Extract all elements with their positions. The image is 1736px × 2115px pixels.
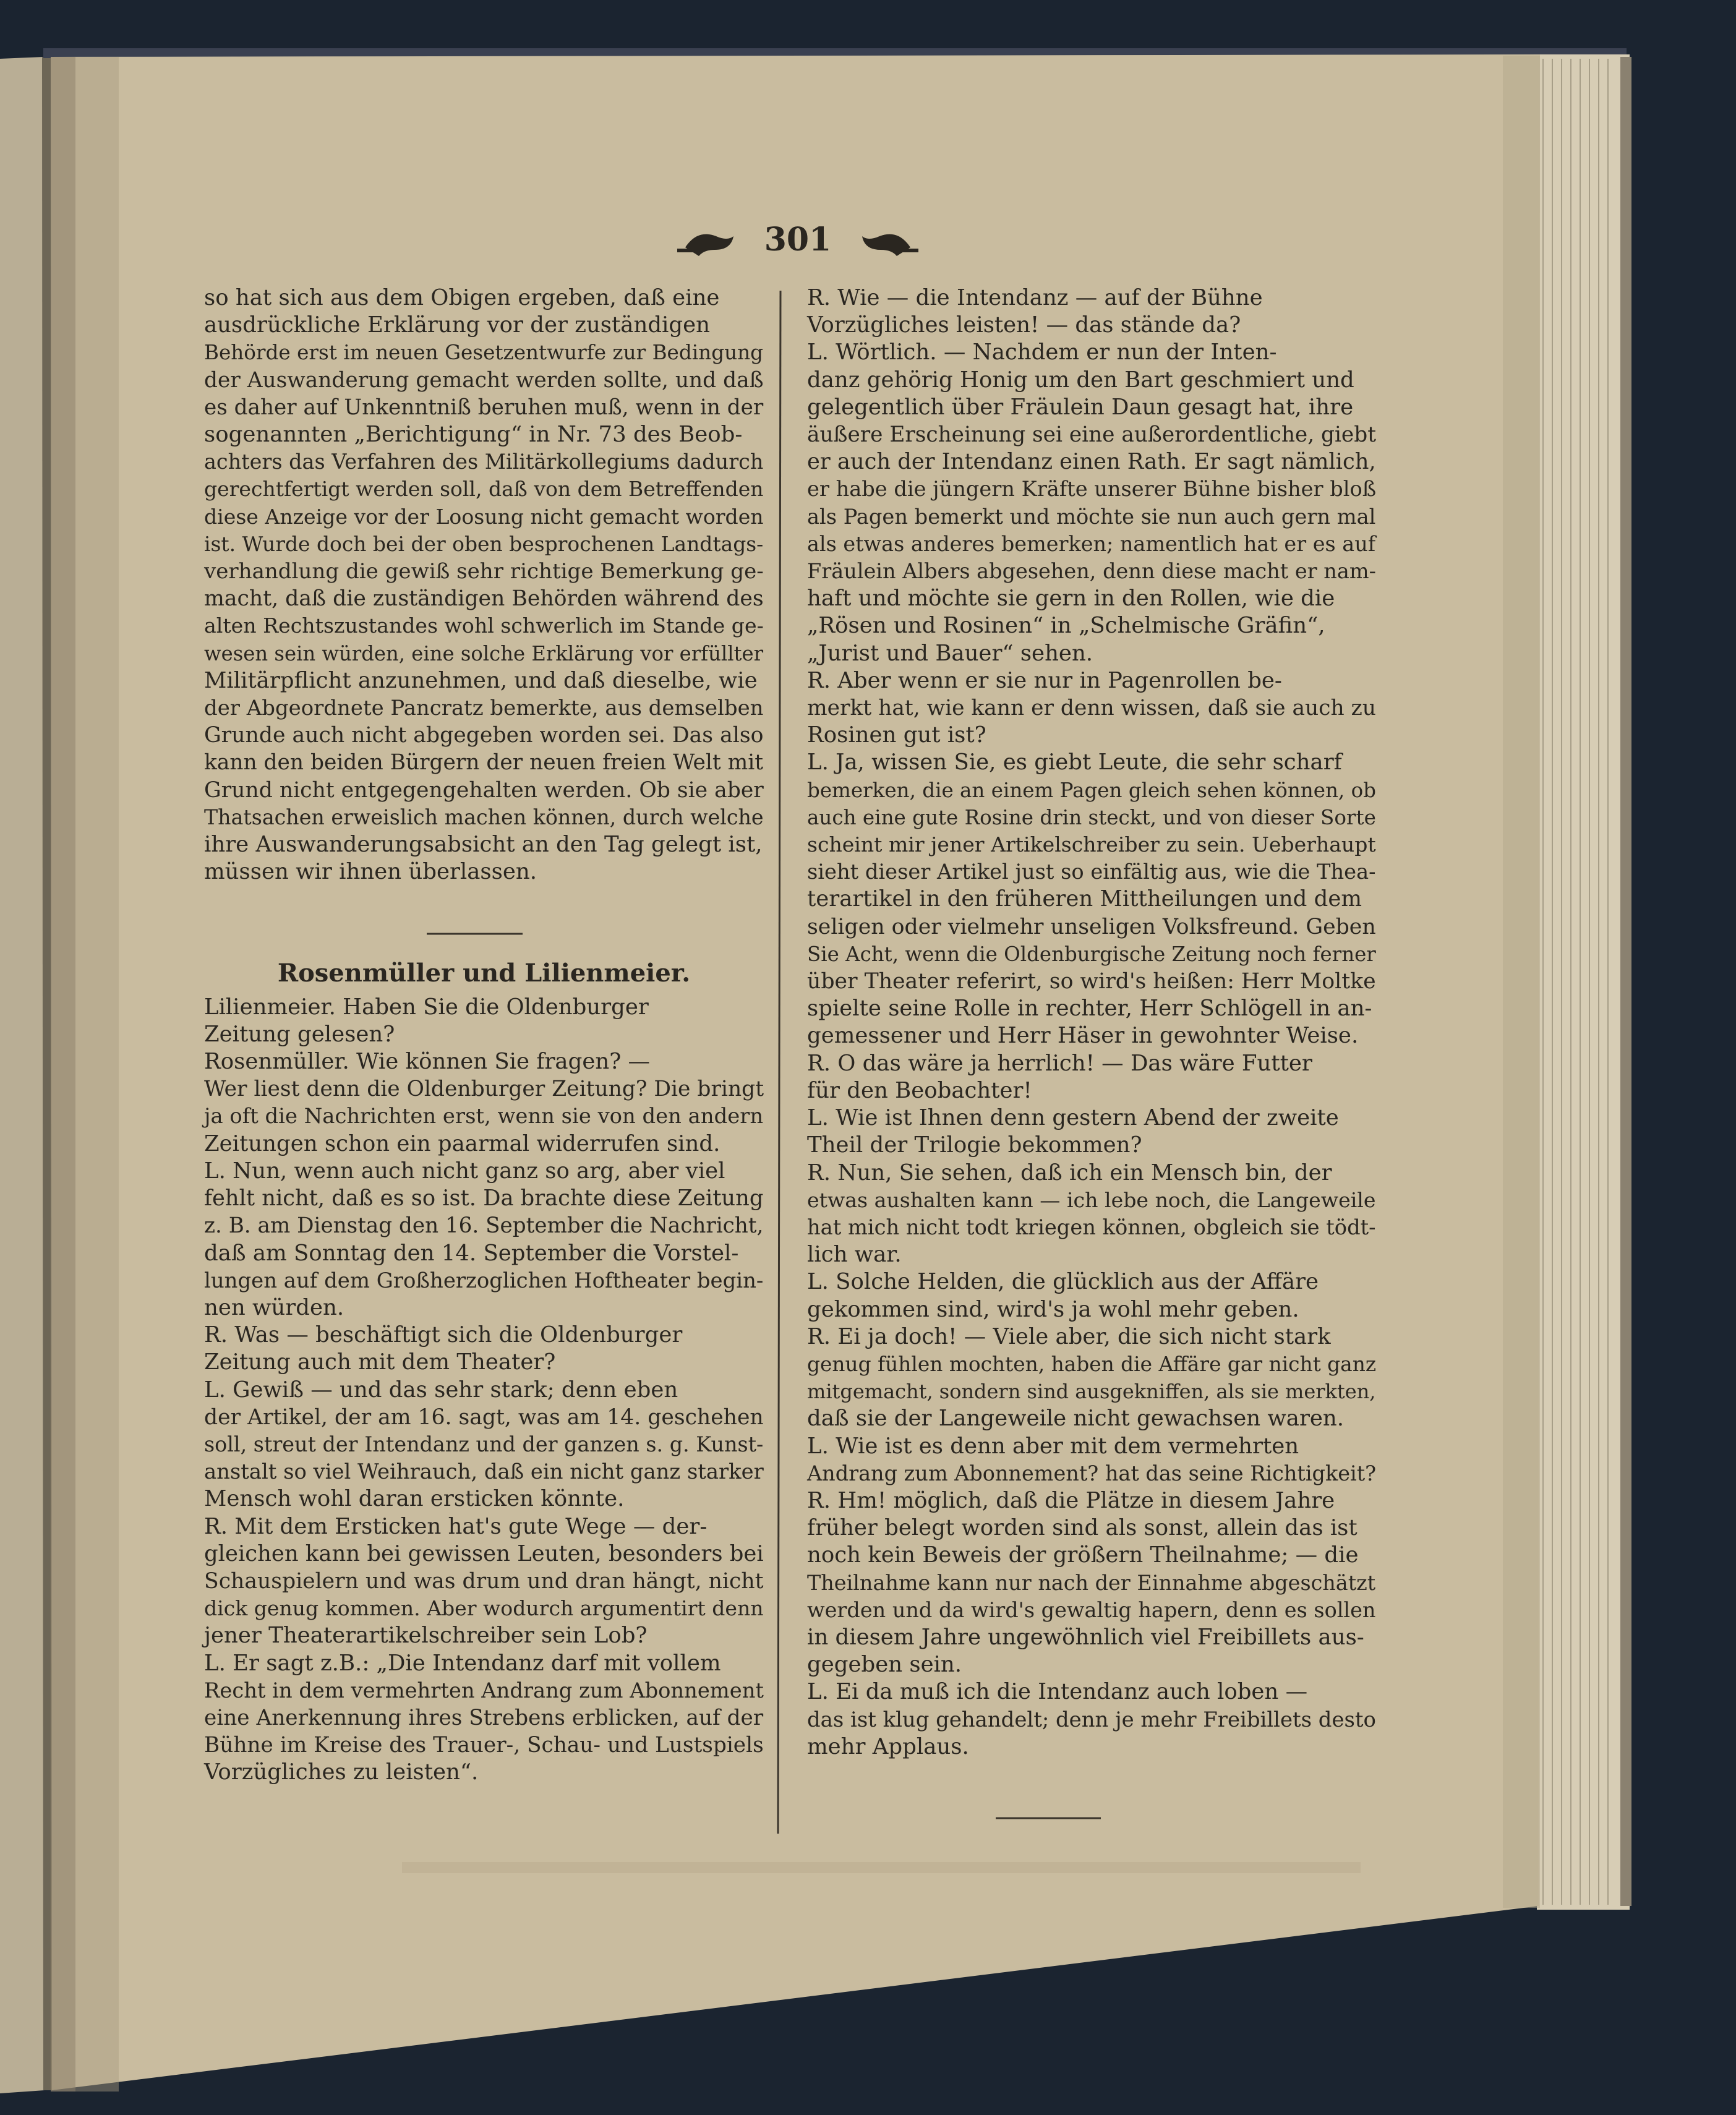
heading-spacer xyxy=(204,988,764,994)
text-line: genug fühlen mochten, haben die Affäre gar nicht ganz xyxy=(807,1352,1377,1376)
text-line: L. Wie ist es denn aber mit dem vermehrten xyxy=(807,1433,1299,1459)
text-line: Andrang zum Abonnement? hat das seine Richtigkeit? xyxy=(807,1461,1377,1485)
text-line: Theil der Trilogie bekommen? xyxy=(807,1132,1142,1158)
text-line: scheint mir jener Artikelschreiber zu sein. Ueberhaupt xyxy=(807,832,1376,857)
text-line: alten Rechtszustandes wohl schwerlich im Stande ge- xyxy=(204,613,764,638)
text-line: „Jurist und Bauer“ sehen. xyxy=(807,640,1093,666)
text-line: macht, daß die zuständigen Behörden während des xyxy=(204,586,764,612)
text-line: noch kein Beweis der größern Theilnahme; — die xyxy=(807,1542,1359,1568)
text-line: eine Anerkennung ihres Strebens erblicken, auf der xyxy=(204,1705,764,1730)
text-line: z. B. am Dienstag den 16. September die Nachricht, xyxy=(204,1213,764,1239)
text-line: äußere Erscheinung sei eine außerordentliche, giebt xyxy=(807,422,1376,448)
text-line: anstalt so viel Weihrauch, daß ein nicht ganz starker xyxy=(204,1459,764,1484)
text-line: dick genug kommen. Aber wodurch argumentirt denn xyxy=(204,1596,764,1621)
text-line: gelegentlich über Fräulein Daun gesagt hat, ihre xyxy=(807,394,1354,420)
text-line: sieht dieser Artikel just so einfältig aus, wie die Thea- xyxy=(807,860,1376,884)
text-line: seligen oder vielmehr unseligen Volksfreund. Geben xyxy=(807,914,1376,939)
text-line: jener Theaterartikelschreiber sein Lob? xyxy=(204,1623,648,1649)
text-line: Sie Acht, wenn die Oldenburgische Zeitung noch ferner xyxy=(807,942,1376,966)
text-line: gekommen sind, wird's ja wohl mehr geben. xyxy=(807,1296,1299,1322)
text-line: Thatsachen erweislich machen können, durch welche xyxy=(204,805,764,829)
text-line: L. Wörtlich. — Nachdem er nun der Inten- xyxy=(807,340,1277,365)
text-line: R. Wie — die Intendanz — auf der Bühne xyxy=(807,285,1263,310)
section-spacer xyxy=(204,886,764,960)
text-line: L. Solche Helden, die glücklich aus der Affäre xyxy=(807,1269,1319,1295)
text-line: lich war. xyxy=(807,1242,902,1268)
text-line: Grunde auch nicht abgegeben worden sei. Das also xyxy=(204,723,764,748)
text-line: terartikel in den früheren Mittheilungen und dem xyxy=(807,886,1362,912)
text-line: L. Gewiß — und das sehr stark; denn eben xyxy=(204,1377,678,1403)
text-line: er auch der Intendanz einen Rath. Er sagt nämlich, xyxy=(807,449,1376,475)
text-line: über Theater referirt, so wird's heißen: Herr Moltke xyxy=(807,969,1376,994)
text-line: etwas aushalten kann — ich lebe noch, die Langeweile xyxy=(807,1187,1376,1212)
text-line: das ist klug gehandelt; denn je mehr Freibillets desto xyxy=(807,1707,1376,1732)
text-line: der Auswanderung gemacht werden sollte, und daß xyxy=(204,367,764,393)
text-line: L. Wie ist Ihnen denn gestern Abend der zweite xyxy=(807,1105,1339,1131)
left-column xyxy=(204,284,764,1787)
text-line: spielte seine Rolle in rechter, Herr Schlögell in an- xyxy=(807,996,1372,1022)
text-line: der Artikel, der am 16. sagt, was am 14. geschehen xyxy=(204,1404,764,1430)
text-line: L. Ja, wissen Sie, es giebt Leute, die sehr scharf xyxy=(807,750,1342,776)
text-line: Zeitung gelesen? xyxy=(204,1021,395,1047)
text-line: als Pagen bemerkt und möchte sie nun auch gern mal xyxy=(807,504,1376,529)
text-line: ist. Wurde doch bei der oben besprochenen Landtags- xyxy=(204,531,764,556)
text-line: Zeitungen schon ein paarmal widerrufen sind. xyxy=(204,1130,720,1156)
article-heading: Rosenmüller und Lilienmeier. xyxy=(277,959,691,988)
text-line: Bühne im Kreise des Trauer-, Schau- und Lustspiels xyxy=(204,1733,764,1758)
text-line: er habe die jüngern Kräfte unserer Bühne bisher bloß xyxy=(807,477,1377,502)
text-line: gegeben sein. xyxy=(807,1652,962,1678)
text-line: L. Er sagt z.B.: „Die Intendanz darf mit vollem xyxy=(204,1650,721,1676)
text-line: Grund nicht entgegengehalten werden. Ob sie aber xyxy=(204,777,764,803)
text-line: R. Nun, Sie sehen, daß ich ein Mensch bin, der xyxy=(807,1160,1332,1186)
text-line: auch eine gute Rosine drin steckt, und von dieser Sorte xyxy=(807,805,1376,829)
text-line: hat mich nicht todt kriegen können, obgleich sie tödt- xyxy=(807,1215,1376,1239)
text-line: diese Anzeige vor der Loosung nicht gemacht worden xyxy=(204,504,764,529)
text-line: R. Mit dem Ersticken hat's gute Wege — der- xyxy=(204,1513,708,1539)
text-line: sogenannten „Berichtigung“ in Nr. 73 des Beob- xyxy=(204,422,743,448)
text-line: ihre Auswanderungsabsicht an den Tag gelegt ist, xyxy=(204,832,763,858)
text-line: der Abgeordnete Pancratz bemerkte, aus demselben xyxy=(204,696,764,720)
text-line: nen würden. xyxy=(204,1294,344,1320)
text-line: gemessener und Herr Häser in gewohnter Weise. xyxy=(807,1023,1359,1049)
text-line: L. Nun, wenn auch nicht ganz so arg, aber viel xyxy=(204,1158,725,1184)
page-number: 301 xyxy=(764,221,832,258)
text-line: gerechtfertigt werden soll, daß von dem Betreffenden xyxy=(204,477,764,502)
text-line: R. Aber wenn er sie nur in Pagenrollen be- xyxy=(807,667,1282,693)
text-line: als etwas anderes bemerken; namentlich hat er es auf xyxy=(807,531,1376,556)
text-line: soll, streut der Intendanz und der ganzen s. g. Kunst- xyxy=(204,1432,764,1456)
text-line: für den Beobachter! xyxy=(807,1077,1032,1103)
text-line: R. O das wäre ja herrlich! — Das wäre Futter xyxy=(807,1050,1312,1076)
text-line: bemerken, die an einem Pagen gleich sehen können, ob xyxy=(807,778,1376,802)
text-line: achters das Verfahren des Militärkollegiums dadurch xyxy=(204,450,764,474)
text-line: merkt hat, wie kann er denn wissen, daß sie auch zu xyxy=(807,696,1376,721)
text-line: R. Ei ja doch! — Viele aber, die sich nicht stark xyxy=(807,1323,1331,1349)
text-line: früher belegt worden sind als sonst, allein das ist xyxy=(807,1515,1358,1541)
text-line: danz gehörig Honig um den Bart geschmiert und xyxy=(807,367,1354,393)
text-line: Lilienmeier. Haben Sie die Oldenburger xyxy=(204,994,649,1020)
text-line: daß am Sonntag den 14. September die Vorstel- xyxy=(204,1240,739,1266)
text-line: verhandlung die gewiß sehr richtige Bemerkung ge- xyxy=(204,559,764,584)
text-line: Rosinen gut ist? xyxy=(807,722,986,748)
text-line: Vorzügliches zu leisten“. xyxy=(204,1759,479,1785)
text-line: lungen auf dem Großherzoglichen Hoftheater begin- xyxy=(204,1268,764,1292)
text-line: werden und da wird's gewaltig hapern, denn es sollen xyxy=(807,1597,1376,1622)
text-line: ausdrückliche Erklärung vor der zuständigen xyxy=(204,312,710,338)
text-line: Rosenmüller. Wie können Sie fragen? — xyxy=(204,1049,651,1075)
text-line: es daher auf Unkenntniß beruhen muß, wenn in der xyxy=(204,395,764,420)
text-line: ja oft die Nachrichten erst, wenn sie von den andern xyxy=(204,1104,764,1129)
text-line: Theilnahme kann nur nach der Einnahme abgeschätzt xyxy=(807,1570,1376,1595)
text-line: wesen sein würden, eine solche Erklärung vor erfüllter xyxy=(204,641,764,665)
text-line: in diesem Jahre ungewöhnlich viel Freibillets aus- xyxy=(807,1624,1364,1650)
text-line: „Rösen und Rosinen“ in „Schelmische Gräfin“, xyxy=(807,613,1325,639)
text-line: R. Was — beschäftigt sich die Oldenburger xyxy=(204,1322,683,1348)
text-line: Recht in dem vermehrten Andrang zum Abonnement xyxy=(204,1678,764,1703)
text-line: Zeitung auch mit dem Theater? xyxy=(204,1349,556,1375)
text-line: L. Ei da muß ich die Intendanz auch loben — xyxy=(807,1679,1308,1705)
text-line: müssen wir ihnen überlassen. xyxy=(204,859,537,885)
text-line: fehlt nicht, daß es so ist. Da brachte diese Zeitung xyxy=(204,1186,764,1211)
text-line: Mensch wohl daran ersticken könnte. xyxy=(204,1486,625,1512)
text-line: Wer liest denn die Oldenburger Zeitung? Die bringt xyxy=(204,1077,764,1102)
text-line: R. Hm! möglich, daß die Plätze in diesem Jahre xyxy=(807,1487,1335,1513)
text-line: so hat sich aus dem Obigen ergeben, daß eine xyxy=(204,285,720,310)
text-line: mitgemacht, sondern sind ausgekniffen, als sie merkten, xyxy=(807,1380,1376,1404)
text-line: Schauspielern und was drum und dran hängt, nicht xyxy=(204,1568,764,1594)
text-line: Vorzügliches leisten! — das stände da? xyxy=(807,312,1241,338)
text-line: haft und möchte sie gern in den Rollen, wie die xyxy=(807,586,1335,612)
text-line: daß sie der Langeweile nicht gewachsen waren. xyxy=(807,1406,1345,1432)
text-line: Behörde erst im neuen Gesetzentwurfe zur Bedingung xyxy=(204,341,763,365)
text-line: kann den beiden Bürgern der neuen freien Welt mit xyxy=(204,750,764,776)
text-line: gleichen kann bei gewissen Leuten, besonders bei xyxy=(204,1540,764,1566)
right-column xyxy=(807,284,1376,1761)
text-line: Fräulein Albers abgesehen, denn diese macht er nam- xyxy=(807,559,1376,584)
text-line: Militärpflicht anzunehmen, und daß dieselbe, wie xyxy=(204,667,758,693)
text-line: mehr Applaus. xyxy=(807,1733,969,1759)
